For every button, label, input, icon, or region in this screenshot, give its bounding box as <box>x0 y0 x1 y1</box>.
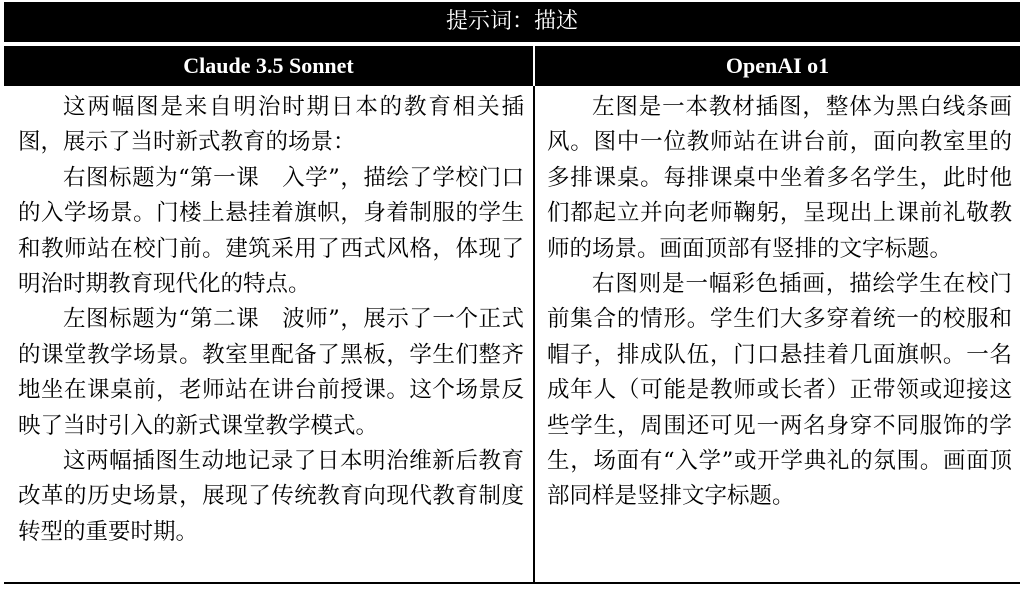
column-header-claude: Claude 3.5 Sonnet <box>183 53 354 78</box>
claude-paragraph-3: 左图标题为“第二课 波师”，展示了一个正式的课堂教学场景。教室里配备了黑板，学生们整齐地坐在课桌前，老师站在讲台前授课。这个场景反映了当时引入的新式课堂教学模式。 <box>18 306 524 439</box>
claude-paragraph-1: 这两幅图是来自明治时期日本的教育相关插图，展示了当时新式教育的场景： <box>18 94 524 156</box>
comparison-table <box>4 2 1020 584</box>
claude-paragraph-4: 这两幅插图生动地记录了日本明治维新后教育改革的历史场景，展现了传统教育向现代教育制度转型的重要时期。 <box>18 448 524 545</box>
openai-response-cell <box>547 86 1012 584</box>
table-bottom-rule <box>4 582 1020 584</box>
column-header-row <box>4 46 1020 86</box>
claude-response-cell <box>18 86 524 584</box>
claude-paragraph-2: 右图标题为“第一课 入学”，描绘了学校门口的入学场景。门楼上悬挂着旗帜，身着制服的学生和教师站在校门前。建筑采用了西式风格，体现了明治时期教育现代化的特点。 <box>18 164 524 298</box>
prompt-title: 提示词：描述 <box>4 2 1020 42</box>
column-header-openai: OpenAI o1 <box>725 53 830 78</box>
openai-paragraph-1: 左图是一本教材插图，整体为黑白线条画风。图中一位教师站在讲台前，面向教室里的多排课桌。每排课桌中坐着多名学生，此时他们都起立并向老师鞠躬，呈现出上课前礼敬教师的场景。画面顶部有竖排的文字标题。 <box>547 94 1012 262</box>
openai-paragraph-2: 右图则是一幅彩色插画，描绘学生在校门前集合的情形。学生们大多穿着统一的校服和帽子，排成队伍，门口悬挂着几面旗帜。一名成年人（可能是教师或长者）正带领或迎接这些学生，周围还可见一两名身穿不同服饰的学生，场面有“入学”或开学典礼的氛围。画面顶部同样是竖排文字标题。 <box>547 271 1012 510</box>
column-divider <box>533 86 535 584</box>
